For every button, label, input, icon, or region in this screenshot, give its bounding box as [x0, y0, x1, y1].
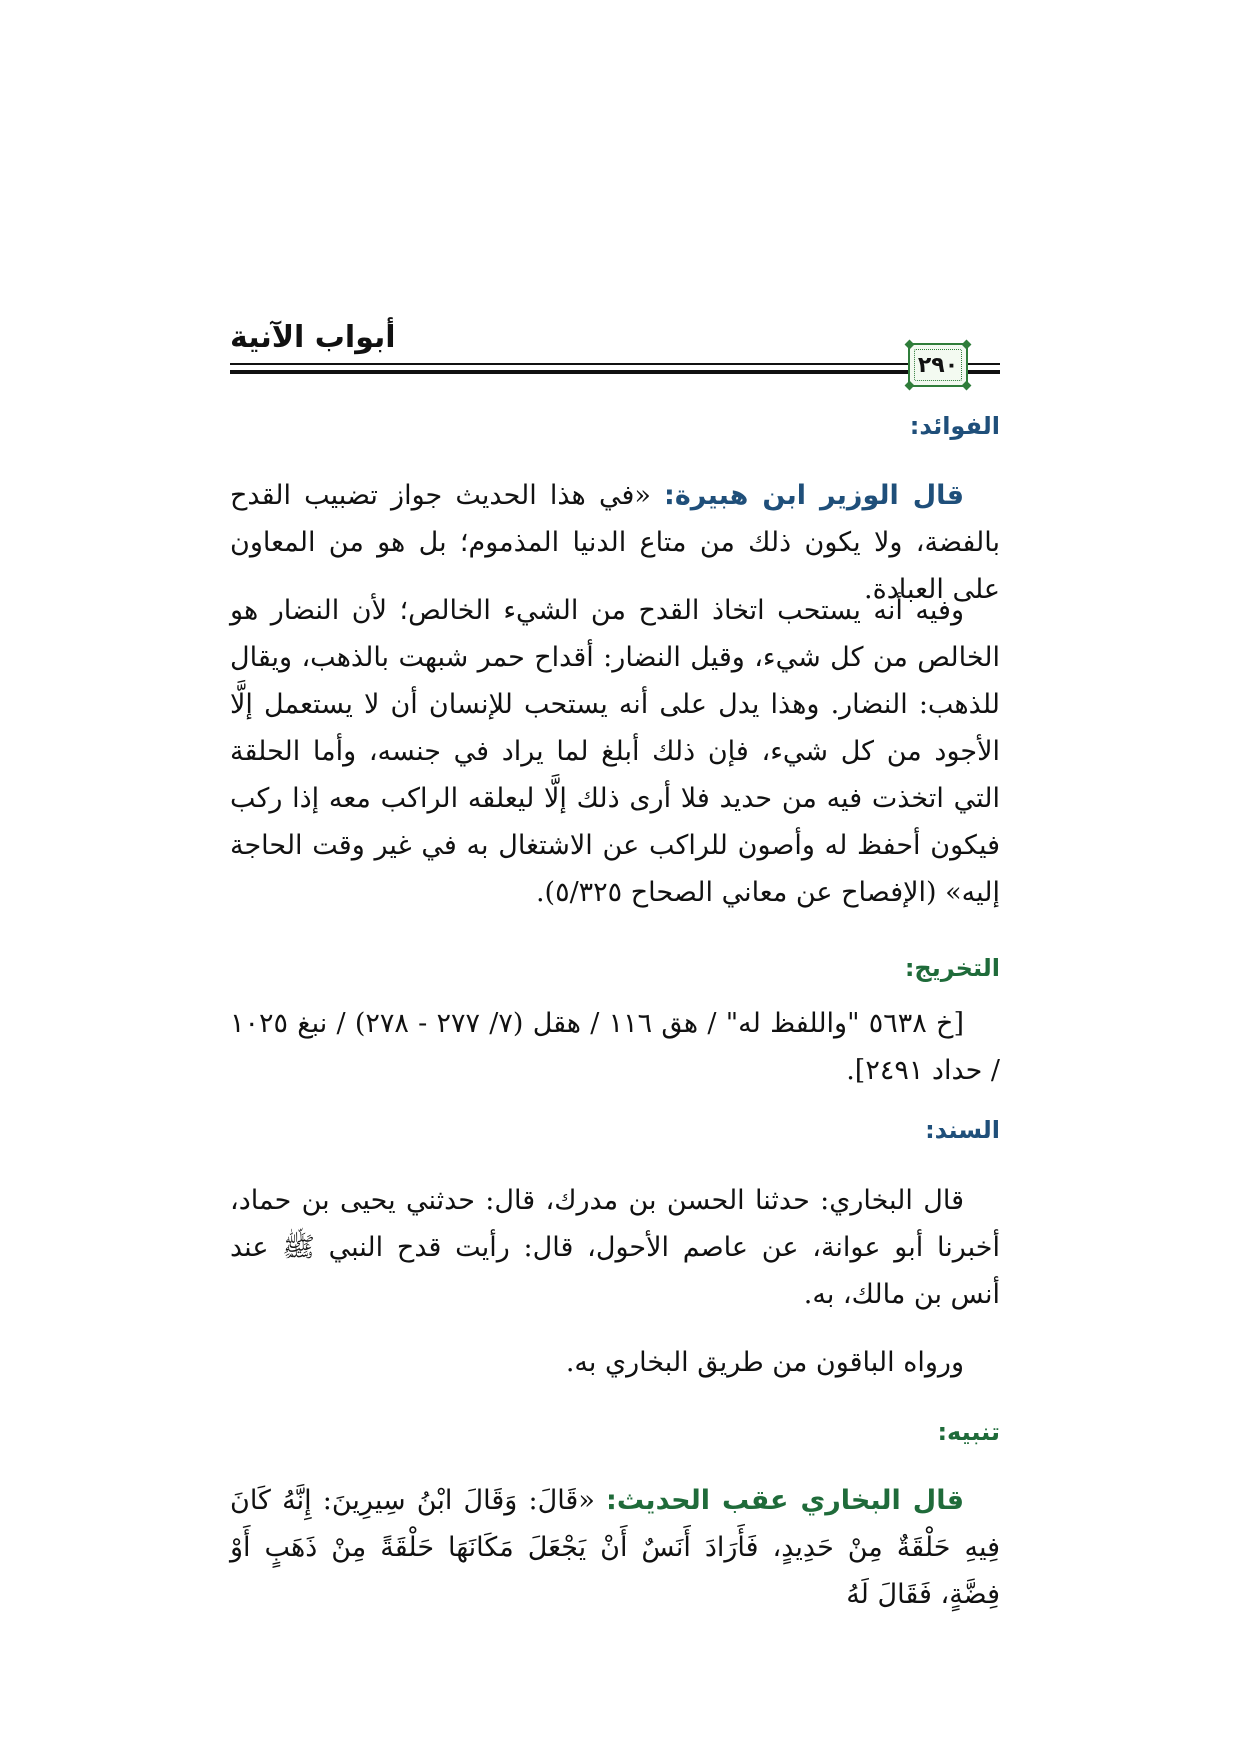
ornament-corner-icon: [962, 340, 972, 350]
tanbih-speaker: قال البخاري عقب الحديث:: [606, 1485, 965, 1516]
header-rule-right-thick: [974, 370, 998, 374]
page-number: ٢٩٠: [917, 353, 959, 378]
sanad-text: قال البخاري: حدثنا الحسن بن مدرك، قال: حدثني يحيى بن حماد، أخبرنا أبو عوانة، عن عاصم الأحول، قال: رأيت قدح النبي ﷺ عند أنس بن مالك، به.: [230, 1185, 1000, 1310]
ornament-corner-icon: [962, 381, 972, 391]
header-rule-thick: [230, 370, 1000, 374]
header-rule-thin: [230, 363, 1000, 365]
header-rule-right-thin: [974, 363, 998, 365]
running-title: أبواب الآنية: [230, 320, 396, 355]
sanad-paragraph-2: [230, 1339, 1000, 1386]
takhrij-paragraph: [230, 1000, 1000, 1094]
ornament-corner-icon: [905, 340, 915, 350]
sanad-paragraph-1: [230, 1177, 1000, 1318]
section-heading-sanad: السند:: [925, 1116, 1000, 1144]
quote-speaker: قال الوزير ابن هبيرة:: [664, 480, 964, 511]
paragraph-text: وفيه أنه يستحب اتخاذ القدح من الشيء الخالص؛ لأن النضار هو الخالص من كل شيء، وقيل النضار: أقداح حمر شبهت بالذهب، ويقال للذهب: النضار. وهذا يدل على أنه يستحب للإنسان أن لا يستعمل إلَّا الأجود من كل شيء، فإن ذلك أبلغ لما يراد في جنسه، وأما الحلقة التي اتخذت فيه من حديد فلا أرى ذلك إلَّا ليعلقه الراكب معه إذا ركب فيكون أحفظ له وأصون للراكب عن الاشتغال به في غير وقت الحاجة إليه» (الإفصاح عن معاني الصحاح ٥/٣٢٥).: [230, 595, 1000, 908]
tanbih-paragraph: [230, 1477, 1000, 1618]
tanbih-text: «قَالَ: وَقَالَ ابْنُ سِيرِينَ: إِنَّهُ كَانَ فِيهِ حَلْقَةٌ مِنْ حَدِيدٍ، فَأَرَادَ أَنَسٌ أَنْ يَجْعَلَ مَكَانَهَا حَلْقَةً مِنْ ذَهَبٍ أَوْ فِضَّةٍ، فَقَالَ لَهُ: [230, 1485, 1000, 1610]
takhrij-text: [خ ٥٦٣٨ "واللفظ له" / هق ١١٦ / هقل (٧/ ٢٧٧ - ٢٧٨) / نبغ ١٠٢٥ / حداد ٢٤٩١].: [230, 1008, 1000, 1086]
ornament-corner-icon: [905, 381, 915, 391]
fawaid-paragraph-2: [230, 587, 1000, 916]
section-heading-takhrij: التخريج:: [904, 954, 1000, 982]
section-heading-tanbih: تنبيه:: [937, 1418, 1000, 1446]
section-heading-fawaid: الفوائد:: [909, 412, 1000, 440]
quote-text: «في هذا الحديث جواز تضبيب القدح بالفضة، ولا يكون ذلك من متاع الدنيا المذموم؛ بل هو من المعاون على العبادة.: [230, 480, 1000, 605]
sanad-text-2: ورواه الباقون من طريق البخاري به.: [565, 1347, 964, 1378]
page-number-frame: [908, 343, 968, 387]
